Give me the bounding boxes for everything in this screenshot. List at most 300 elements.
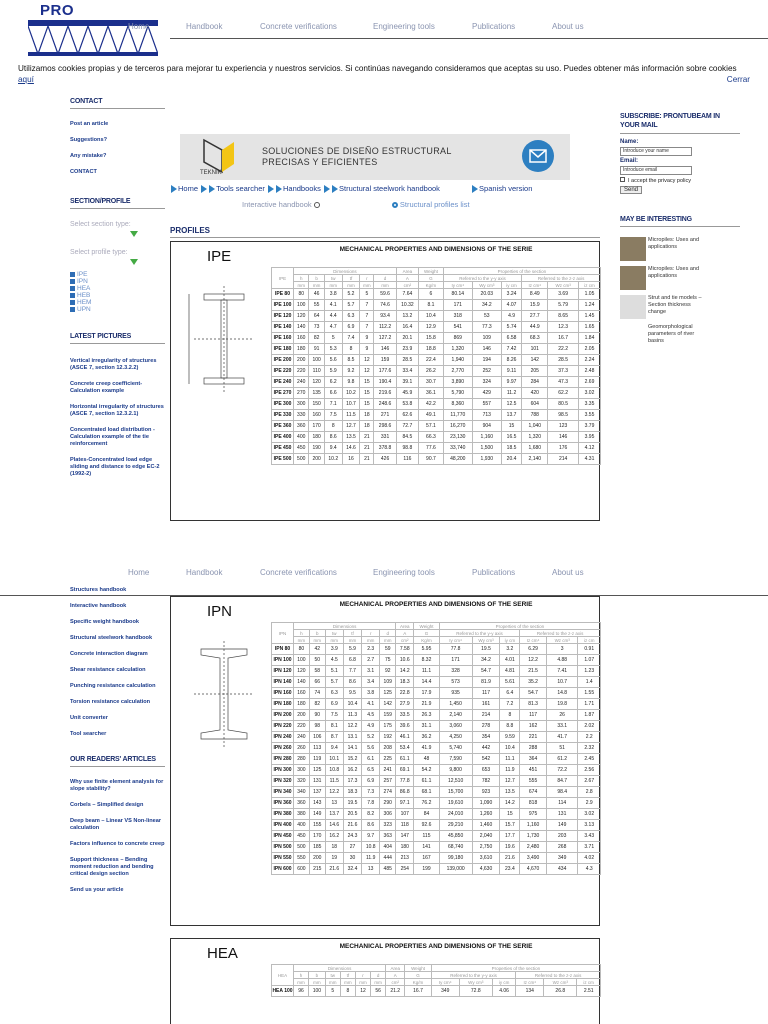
table-cell: 117 [520,710,547,721]
table-cell: 306 [380,809,396,820]
profile-checkbox[interactable]: HEB [70,292,165,299]
table-cell: 4.5 [325,655,343,666]
table-cell: 19.5 [472,644,500,655]
col-header: h [294,630,310,637]
crumb-link[interactable]: Handbooks [282,184,321,193]
handbook-link[interactable]: Unit converter [70,715,108,721]
table-cell: 14.8 [546,688,578,699]
handbook-link[interactable]: Structures handbook [70,587,127,593]
table-cell: IPE 450 [272,443,294,454]
table-cell: 16.2 [343,765,361,776]
interest-item[interactable]: Micropiles: Uses and applications [620,237,740,261]
latest-link[interactable]: Concrete creep coefficient-Calculation example [70,381,143,394]
nav-home[interactable]: Home [128,568,150,577]
col-header: r [360,275,374,282]
table-cell: 14.2 [500,798,520,809]
crumb-link[interactable]: Spanish version [479,184,533,193]
unit-cell: iy cm [500,637,520,644]
table-cell: 240 [294,732,310,743]
table-cell: 3.55 [579,410,601,421]
unit-cell: Iz cm⁴ [522,282,548,289]
table-cell: 140 [294,322,309,333]
table-cell: 17.3 [343,776,361,787]
nav-handbook[interactable]: Handbook [186,22,223,31]
table-cell: 240 [294,377,309,388]
unit-cell: Iz cm⁴ [520,637,547,644]
profiles-title: PROFILES [170,226,600,238]
table-cell: 21.6 [325,864,343,875]
table-cell: 27.9 [396,699,414,710]
table-cell: 12.7 [342,421,360,432]
email-input[interactable]: Introduce email [620,166,692,175]
table-cell: 114 [546,798,578,809]
table-cell: 318 [443,311,472,322]
unit-cell: mm [325,637,343,644]
table-cell: IPN 200 [272,710,294,721]
table-cell: 12.5 [501,399,522,410]
table-cell: 13.7 [325,809,343,820]
table-cell: 7.5 [324,410,342,421]
table-cell: IPE 160 [272,333,294,344]
checkbox-checked-icon [70,300,75,305]
zz-header: Referred to the z-z axis [520,630,601,637]
table-cell: 7,590 [439,754,472,765]
table-cell: 68,740 [439,842,472,853]
table-cell: 61.1 [396,754,414,765]
table-cell: 331 [374,432,396,443]
table-cell: 4,670 [520,864,547,875]
handbook-link[interactable]: Interactive handbook [70,603,127,609]
table-cell: 904 [472,421,501,432]
table-row [272,333,601,344]
table-cell: 6.8 [343,655,361,666]
checkbox-checked-icon [70,279,75,284]
contact-link[interactable]: Any mistake? [70,153,107,159]
nav-concrete[interactable]: Concrete verifications [260,568,337,577]
table-row [272,798,601,809]
table-cell: 194 [472,355,501,366]
table-cell: 4.06 [492,986,516,997]
table-cell: 24.3 [343,831,361,842]
handbook-link[interactable]: Shear resistance calculation [70,667,146,673]
nav-home[interactable]: Home [128,22,150,31]
table-cell: 146 [472,344,501,355]
table-cell: IPN 450 [272,831,294,842]
arrow-right-icon [472,185,478,193]
profile-checkbox[interactable]: HEA [70,285,165,292]
nav-about[interactable]: About us [552,568,584,577]
table-cell: 1.87 [578,710,601,721]
table-cell: IPE 400 [272,432,294,443]
table-cell: 131 [546,809,578,820]
table-row [272,787,601,798]
tab-interactive[interactable]: Interactive handbook [242,200,320,209]
table-row [272,399,601,410]
profile-checkbox[interactable]: UPN [70,306,165,313]
table-cell: 7.7 [343,666,361,677]
reader-link[interactable]: Support thickness – Bending moment reduction and bending critical design section [70,857,154,877]
nav-about[interactable]: About us [552,22,584,31]
interest-title: MAY BE INTERESTING [620,216,740,227]
reader-link[interactable]: Why use finite element analysis for slope stability? [70,779,164,792]
table-cell: 7.8 [362,798,380,809]
table-cell: 278 [472,721,500,732]
table-cell: 160 [309,410,324,421]
table-cell: 6.3 [342,311,360,322]
table-cell: 1,450 [439,699,472,710]
table-cell: 101 [522,344,548,355]
table-cell: 320 [294,776,310,787]
properties-table [271,267,601,465]
nav-handbook[interactable]: Handbook [186,568,223,577]
table-cell: 8 [340,986,355,997]
table-cell: 3.4 [362,677,380,688]
table-cell: 4.5 [362,710,380,721]
table-cell: 3.79 [579,421,601,432]
table-cell: 280 [294,754,310,765]
col-header: b [309,630,325,637]
table-cell: 4,630 [472,864,500,875]
thumbnail-icon [620,324,646,348]
checkbox-checked-icon [70,286,75,291]
latest-link[interactable]: Concentrated load distribution - Calculation example of the tie reinforcement [70,427,155,447]
nav-divider [170,38,768,39]
table-cell: 69.1 [396,765,414,776]
latest-link[interactable]: Horizontal irregularity of structures (ASCE 7, section 12.3.2.1) [70,404,164,417]
table-cell: IPE 140 [272,322,294,333]
table-cell: 354 [472,732,500,743]
arrow-down-icon[interactable] [130,231,138,237]
table-cell: 1,500 [472,443,501,454]
table-cell: 14.4 [414,677,439,688]
table-cell: 41.7 [546,732,578,743]
table-cell: 98.8 [396,443,418,454]
select-profile-label[interactable]: Select profile type: [70,249,128,256]
crumb-link[interactable]: Tools searcher [216,184,265,193]
table-cell: 81.9 [472,677,500,688]
table-cell: 15.8 [419,333,444,344]
table-cell: 12,510 [439,776,472,787]
table-row [272,443,601,454]
checkbox-checked-icon [70,293,75,298]
handbook-link[interactable]: Structural steelwork handbook [70,635,153,641]
table-row [272,322,601,333]
table-row [272,410,601,421]
table-cell: 199 [414,864,439,875]
contact-link[interactable]: Post an article [70,121,109,127]
table-cell: 12 [355,986,370,997]
table-cell: IPE 360 [272,421,294,432]
table-cell: 82 [309,333,324,344]
subscribe-title: SUBSCRIBE: PRONTUBEAM IN YOUR MAIL [620,112,740,134]
table-cell: 10.8 [325,765,343,776]
interest-item[interactable]: Strut and tie models – Section thickness change [620,295,740,319]
table-cell: 74.6 [374,300,396,311]
table-cell: 3,890 [443,377,472,388]
col-header: h [294,275,309,282]
table-cell: 10.7 [342,399,360,410]
table-cell: 10.6 [396,655,414,666]
table-cell: 15.2 [343,754,361,765]
unit-cell: Kg/m [419,282,444,289]
bridge-logo-icon [28,14,158,58]
table-row [272,454,601,465]
table-cell: 23,130 [443,432,472,443]
table-cell: 4.9 [501,311,522,322]
table-cell: 123 [548,421,579,432]
table-cell: 7.1 [324,399,342,410]
nav-concrete[interactable]: Concrete verifications [260,22,337,31]
table-cell: 33,740 [443,443,472,454]
table-cell: 380 [294,809,310,820]
reader-link[interactable]: Factors influence to concrete creep [70,841,165,847]
crumb-link[interactable]: Structural steelwork handbook [339,184,440,193]
table-cell: 45,850 [439,831,472,842]
table-cell: 214 [472,710,500,721]
table-cell: 444 [380,853,396,864]
table-cell: 19.6 [500,842,520,853]
table-cell: 4.88 [546,655,578,666]
table-cell: 42.2 [419,399,444,410]
table-cell: 5 [324,333,342,344]
table-cell: 33.1 [546,721,578,732]
table-cell: 86.8 [396,787,414,798]
table-cell: 541 [443,322,472,333]
table-cell: 14.6 [325,820,343,831]
cookie-notice [18,63,750,85]
handbook-link[interactable]: Specific weight handbook [70,619,139,625]
table-cell: IPN 260 [272,743,294,754]
reader-link[interactable]: Deep beam – Linear VS Non-linear calculation [70,818,162,831]
table-cell: 10.4 [343,699,361,710]
table-cell: 11.9 [362,853,380,864]
table-cell: 44.9 [522,322,548,333]
table-cell: 59 [380,644,396,655]
table-cell: 9.4 [324,443,342,454]
table-cell: 30.7 [419,377,444,388]
table-cell: 142 [522,355,548,366]
profile-checkbox[interactable]: IPE [70,271,165,278]
table-cell: 35.2 [520,677,547,688]
table-cell: 3,060 [439,721,472,732]
profile-checkbox[interactable]: IPN [70,278,165,285]
table-cell: 177.6 [374,366,396,377]
table-cell: 160 [294,333,309,344]
table-cell: 1.45 [579,311,601,322]
table-cell: 4.81 [500,666,520,677]
table-cell: 80 [294,289,309,300]
zz-header: Referred to the z-z axis [522,275,601,282]
send-button[interactable]: Send [620,186,642,194]
table-cell: 46.1 [396,732,414,743]
table-cell: 9.97 [501,377,522,388]
table-cell: 82 [309,699,325,710]
reader-link[interactable]: Corbels – Simplified design [70,802,144,808]
table-cell: 119 [309,754,325,765]
table-cell: 6.9 [325,699,343,710]
cookie-link[interactable]: aquí [18,75,34,84]
table-cell: 12 [360,355,374,366]
nav-tools[interactable]: Engineering tools [373,568,435,577]
col-header: b [309,972,326,979]
contact-link[interactable]: Suggestions? [70,137,107,143]
table-cell: 426 [374,454,396,465]
latest-title: LATEST PICTURES [70,333,165,344]
table-cell: 205 [522,366,548,377]
handbook-link[interactable]: Punching resistance calculation [70,683,156,689]
arrow-down-icon[interactable] [130,259,138,265]
col-header: G [405,972,432,979]
table-cell: 23.9 [396,344,418,355]
crumb-link[interactable]: Home [178,184,199,193]
table-cell: 62.2 [548,388,579,399]
interest-item[interactable]: Micropiles: Uses and applications [620,266,740,290]
table-cell: 4.31 [579,454,601,465]
handbook-link[interactable]: Torsion resistance calculation [70,699,151,705]
table-cell: 91 [309,344,324,355]
table-cell: 3.02 [578,809,601,820]
table-cell: 349 [431,986,459,997]
table-cell: 5.61 [500,677,520,688]
table-cell: 542 [472,754,500,765]
table-cell: 6.9 [362,776,380,787]
table-cell: 14.6 [342,443,360,454]
table-cell: 20.1 [396,333,418,344]
handbook-tabs [242,200,470,209]
weight-header: Weight [419,268,444,275]
table-cell: IPE 270 [272,388,294,399]
table-cell: 176 [548,443,579,454]
table-cell: 112.2 [374,322,396,333]
table-cell: 2.48 [579,366,601,377]
arrow-right-icon [268,185,274,193]
table-cell: 19,610 [439,798,472,809]
table-cell: 550 [294,853,310,864]
table-cell: 288 [520,743,547,754]
table-cell: 50 [309,655,325,666]
nav-publications[interactable]: Publications [472,568,516,577]
table-cell: 2.69 [579,377,601,388]
table-cell: 1,040 [522,421,548,432]
table-cell: 2,040 [472,831,500,842]
table-cell: 54.7 [520,688,547,699]
table-cell: 3,610 [472,853,500,864]
table-cell: 254 [396,864,414,875]
table-cell: 49.1 [419,410,444,421]
properties-table [271,622,601,875]
table-cell: 270 [294,388,309,399]
table-cell: 400 [294,820,310,831]
select-section-label[interactable]: Select section type: [70,221,131,228]
table-cell: 24,010 [439,809,472,820]
table-cell: 13.5 [342,432,360,443]
table-cell: 2,750 [472,842,500,853]
cookie-close[interactable]: Cerrar [726,75,750,84]
table-cell: 12.9 [419,322,444,333]
col-header: d [380,630,396,637]
handbook-link[interactable]: Tool searcher [70,731,107,737]
table-cell: 600 [294,864,310,875]
table-cell: 64 [309,311,324,322]
unit-cell: Wy cm³ [472,282,501,289]
thumbnail-icon [620,266,646,290]
table-cell: IPE 120 [272,311,294,322]
table-cell: 96 [294,986,309,997]
table-cell: 39.1 [396,377,418,388]
table-cell: 22.2 [548,344,579,355]
unit-cell: cm² [396,282,418,289]
table-cell: 10.8 [362,842,380,853]
table-cell: IPE 500 [272,454,294,465]
table-cell: 221 [520,732,547,743]
name-input[interactable]: Introduce your name [620,147,692,156]
table-cell: 284 [522,377,548,388]
profile-checkbox[interactable]: HEM [70,299,165,306]
table-cell: 9.4 [325,743,343,754]
table-cell: 10.2 [342,388,360,399]
table-cell: 137 [309,787,325,798]
ad-banner[interactable] [180,134,570,180]
table-cell: IPN 280 [272,754,294,765]
table-cell: IPN 240 [272,732,294,743]
nav-publications[interactable]: Publications [472,22,516,31]
table-cell: 15,700 [439,787,472,798]
table-cell: 5.2 [342,289,360,300]
table-cell: 328 [439,666,472,677]
reader-link[interactable]: Send us your article [70,887,124,893]
dimensions-header: Dimensions [294,623,396,630]
table-cell: 9.59 [500,732,520,743]
tab-profiles-list[interactable]: Structural profiles list [392,200,470,209]
interest-item[interactable]: Geomorphological parameters of river basins [620,324,740,348]
table-cell: HEA 100 [272,986,294,997]
table-cell: 3.02 [579,388,601,399]
nav-tools[interactable]: Engineering tools [373,22,435,31]
table-cell: 107 [396,809,414,820]
latest-link[interactable]: Plates-Concentrated load edge sliding and distance to edge EC-2 (1992-2) [70,457,160,477]
table-cell: 3.8 [362,688,380,699]
yy-header: Referred to the y-y axis [443,275,522,282]
table-cell: 100 [294,655,310,666]
props-header: Properties of the section [431,965,600,972]
contact-title: CONTACT [70,98,165,109]
table-cell: 213 [396,853,414,864]
table-row [272,754,601,765]
left-sidebar-lower [70,582,165,894]
table-cell: 12.2 [325,787,343,798]
table-cell: 5.95 [414,644,439,655]
table-cell: IPE 180 [272,344,294,355]
table-cell: 20.5 [343,809,361,820]
handbook-link[interactable]: Concrete interaction diagram [70,651,148,657]
latest-link[interactable]: Vertical irregularity of structures (ASCE 7, section 12.3.2.2) [70,358,157,371]
privacy-checkbox[interactable]: I accept the privacy policy [620,177,692,184]
table-cell: 26.8 [544,986,577,997]
table-cell: 58 [309,666,325,677]
table-cell: 1,260 [472,809,500,820]
table-cell: 13.5 [500,787,520,798]
table-cell: 113 [309,743,325,754]
col-header: h [294,972,309,979]
table-row [272,666,601,677]
table-row [272,289,601,300]
table-cell: 17.9 [414,688,439,699]
table-cell: 220 [294,366,309,377]
contact-link[interactable]: CONTACT [70,169,97,175]
table-cell: 34.2 [472,655,500,666]
table-cell: 18 [360,410,374,421]
unit-cell: mm [325,979,340,986]
